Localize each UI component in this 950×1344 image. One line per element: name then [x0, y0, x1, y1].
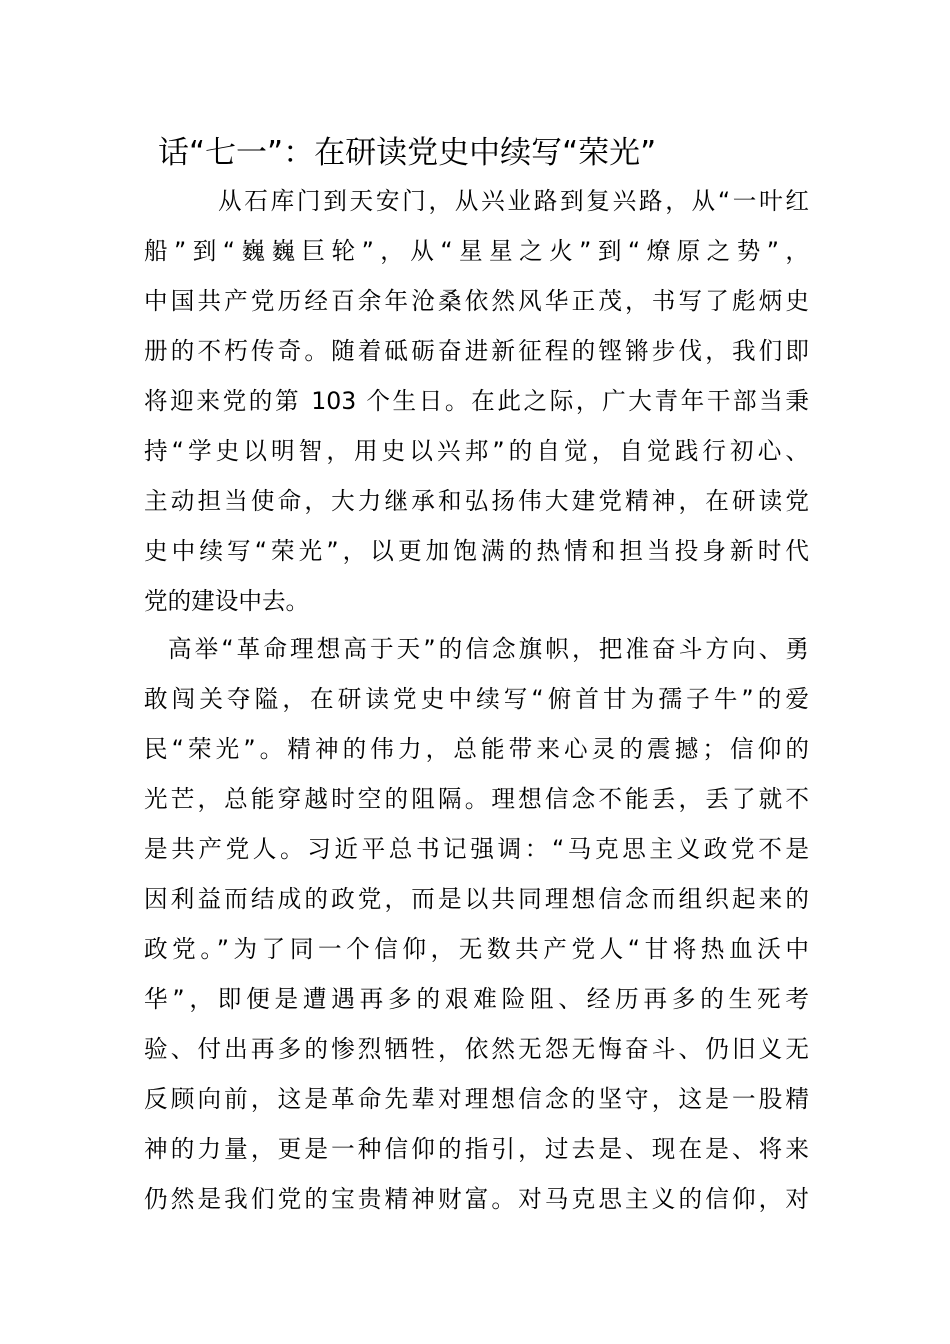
paragraph-line: 将迎来党的第 103 个生日。在此之际，广大青年干部当秉 — [144, 387, 809, 415]
paragraph-line: 民“荣光”。精神的伟力，总能带来心灵的震撼；信仰的 — [144, 735, 809, 763]
paragraph-line: 中国共产党历经百余年沧桑依然风华正茂，书写了彪炳史 — [144, 287, 809, 315]
paragraph-line: 因利益而结成的政党，而是以共同理想信念而组织起来的 — [144, 885, 809, 913]
paragraph-line: 反顾向前，这是革命先辈对理想信念的坚守，这是一股精 — [144, 1085, 809, 1113]
paragraph-line: 敢闯关夺隘，在研读党史中续写“俯首甘为孺子牛”的爱 — [144, 685, 809, 713]
paragraph-line: 党的建设中去。 — [144, 587, 310, 615]
paragraph-line: 册的不朽传奇。随着砥砺奋进新征程的铿锵步伐，我们即 — [144, 337, 809, 365]
paragraph-line: 船”到“巍巍巨轮”，从“星星之火”到“燎原之势”， — [144, 237, 809, 265]
paragraph-line: 光芒，总能穿越时空的阻隔。理想信念不能丢，丢了就不 — [144, 785, 809, 813]
paragraph-line: 仍然是我们党的宝贵精神财富。对马克思主义的信仰，对 — [144, 1185, 809, 1213]
paragraph-line: 是共产党人。习近平总书记强调：“马克思主义政党不是 — [144, 835, 809, 863]
paragraph-line: 高举“革命理想高于天”的信念旗帜，把准奋斗方向、勇 — [168, 635, 809, 663]
paragraph-line: 主动担当使命，大力继承和弘扬伟大建党精神，在研读党 — [144, 487, 809, 515]
paragraph-line: 神的力量，更是一种信仰的指引，过去是、现在是、将来 — [144, 1135, 809, 1163]
paragraph-line: 史中续写“荣光”，以更加饱满的热情和担当投身新时代 — [144, 537, 809, 565]
paragraph-line: 华”，即便是遭遇再多的艰难险阻、经历再多的生死考 — [144, 985, 809, 1013]
paragraph-line: 从石库门到天安门，从兴业路到复兴路，从“一叶红 — [218, 187, 809, 215]
paragraph-line: 政党。”为了同一个信仰，无数共产党人“甘将热血沃中 — [144, 935, 809, 963]
paragraph-line: 验、付出再多的惨烈牺牲，依然无怨无悔奋斗、仍旧义无 — [144, 1035, 809, 1063]
document-title: 话“七一”：在研读党史中续写“荣光” — [158, 135, 657, 171]
paragraph-line: 持“学史以明智，用史以兴邦”的自觉，自觉践行初心、 — [144, 437, 809, 465]
